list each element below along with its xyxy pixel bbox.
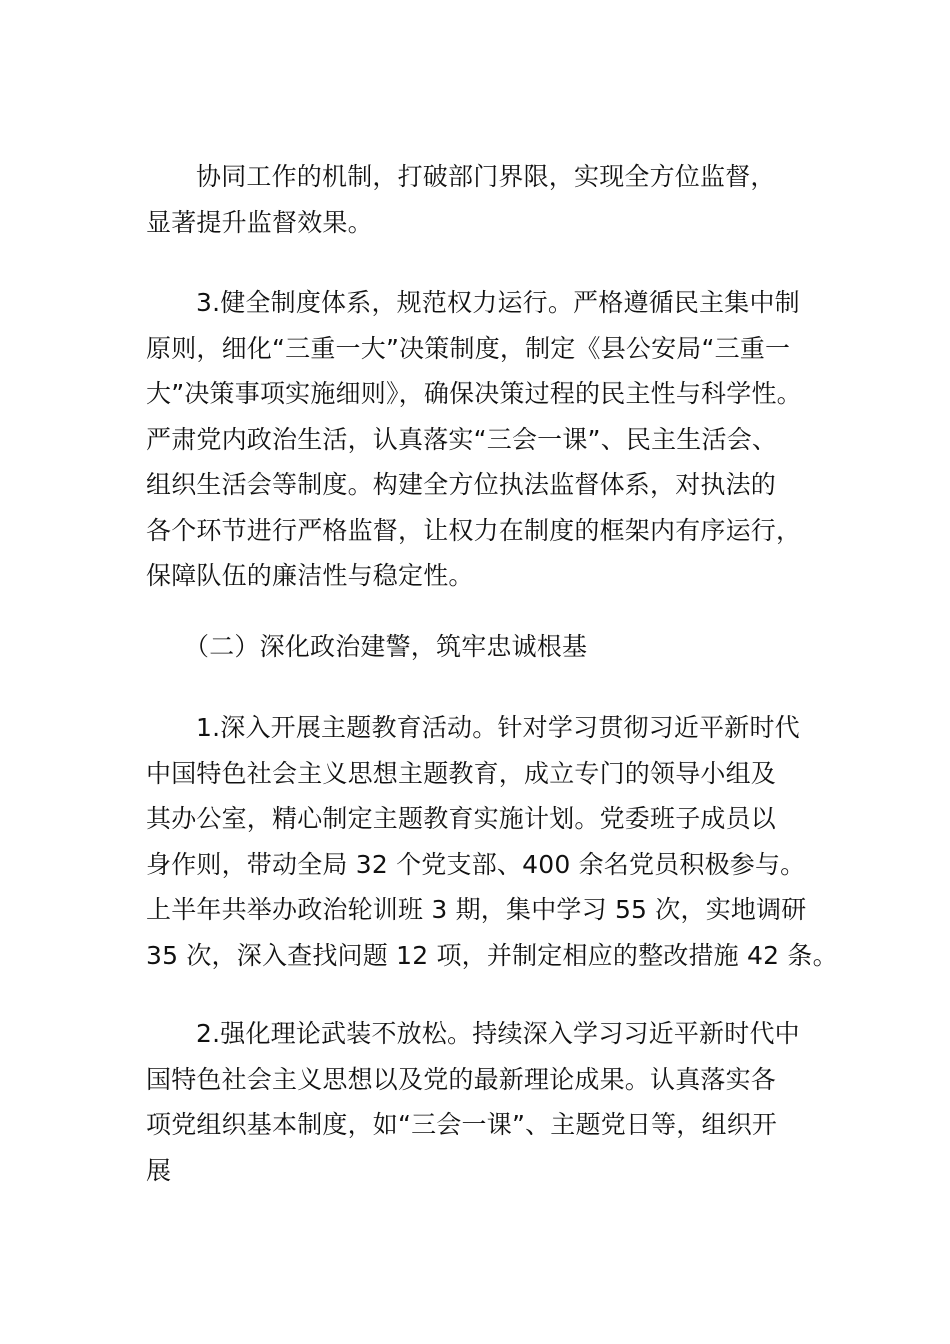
- text-line: 保障队伍的廉洁性与稳定性。: [146, 561, 474, 590]
- text-line: 35 次，深入查找问题 12 项，并制定相应的整改措施 42 条。: [146, 940, 838, 970]
- text-line: 上半年共举办政治轮训班 3 期，集中学习 55 次，实地调研: [146, 895, 807, 924]
- text-line: 1.深入开展主题教育活动。针对学习贯彻习近平新时代: [196, 713, 800, 742]
- paragraph-institutional-system: [146, 280, 826, 599]
- paragraph-theme-education: [146, 705, 838, 978]
- text-line: 组织生活会等制度。构建全方位执法监督体系，对执法的: [146, 470, 777, 499]
- text-line: 其办公室，精心制定主题教育实施计划。党委班子成员以: [146, 804, 777, 833]
- text-line: 各个环节进行严格监督，让权力在制度的框架内有序运行，: [146, 515, 802, 545]
- section-heading: [146, 624, 826, 670]
- text-line: 国特色社会主义思想以及党的最新理论成果。认真落实各: [146, 1064, 777, 1094]
- text-line: 中国特色社会主义思想主题教育，成立专门的领导小组及: [146, 758, 777, 788]
- text-line: 身作则，带动全局 32 个党支部、400 余名党员积极参与。: [146, 849, 806, 879]
- text-line: 协同工作的机制，打破部门界限，实现全方位监督，: [196, 162, 776, 191]
- section-heading-text: （二）深化政治建警，筑牢忠诚根基: [184, 632, 588, 661]
- paragraph-continuation: [146, 154, 826, 245]
- text-line: 项党组织基本制度，如“三会一课”、主题党日等，组织开: [146, 1110, 778, 1139]
- text-line: 原则，细化“三重一大”决策制度，制定《县公安局“三重一: [146, 333, 791, 363]
- text-line: 2.强化理论武装不放松。持续深入学习习近平新时代中: [196, 1019, 800, 1048]
- text-line: 大”决策事项实施细则》，确保决策过程的民主性与科学性。: [146, 379, 802, 408]
- text-line: 展: [146, 1155, 172, 1185]
- text-line: 严肃党内政治生活，认真落实“三会一课”、民主生活会、: [146, 424, 778, 454]
- paragraph-theory-study: [146, 1011, 826, 1193]
- text-line: 3.健全制度体系，规范权力运行。严格遵循民主集中制: [196, 288, 800, 317]
- text-line: 显著提升监督效果。: [146, 207, 373, 237]
